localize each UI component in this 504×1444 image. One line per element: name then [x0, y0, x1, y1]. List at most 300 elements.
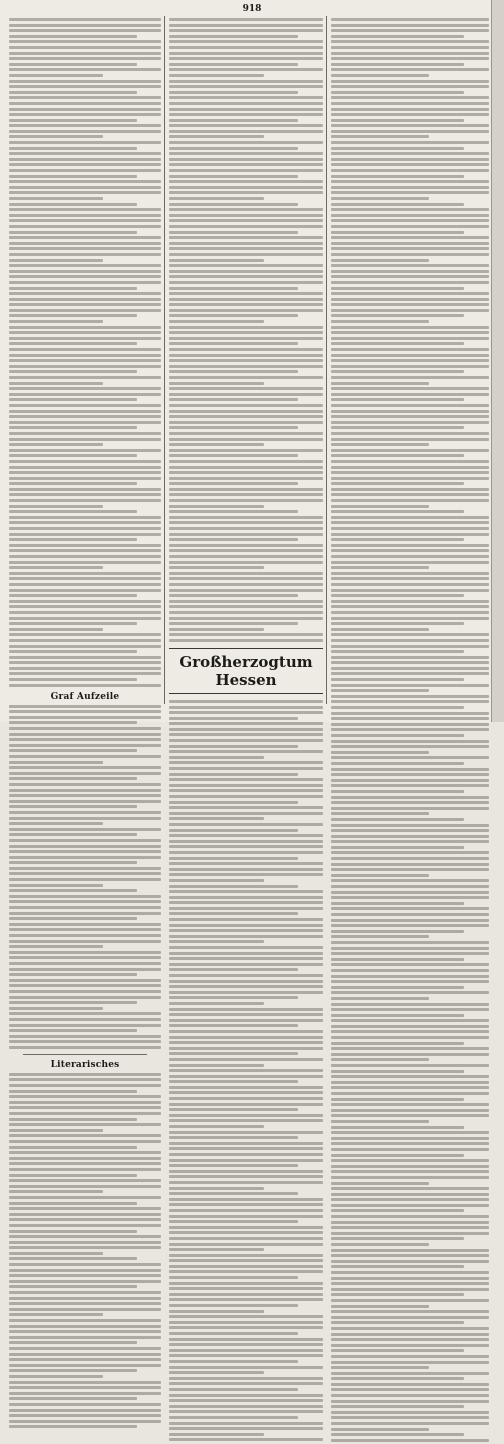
- text-line-placeholder: [331, 919, 489, 922]
- text-line-placeholder: [331, 902, 464, 905]
- text-line-placeholder: [9, 1280, 161, 1283]
- text-line-placeholder: [169, 410, 323, 413]
- text-line-placeholder: [9, 622, 137, 625]
- text-line-placeholder: [9, 761, 103, 764]
- text-line-placeholder: [9, 1392, 161, 1395]
- text-line-placeholder: [331, 163, 489, 166]
- text-line-placeholder: [9, 264, 161, 267]
- text-line-placeholder: [169, 270, 323, 273]
- text-line-placeholder: [169, 1086, 323, 1089]
- text-line-placeholder: [331, 331, 489, 334]
- text-line-placeholder: [9, 292, 161, 295]
- text-line-placeholder: [9, 1230, 137, 1233]
- text-line-placeholder: [331, 840, 489, 843]
- text-line-placeholder: [331, 113, 489, 116]
- text-line-placeholder: [9, 1174, 137, 1177]
- text-line-placeholder: [9, 900, 161, 903]
- text-line-placeholder: [331, 18, 489, 21]
- text-line-placeholder: [9, 856, 161, 859]
- text-line-placeholder: [169, 577, 323, 580]
- text-line-placeholder: [331, 1260, 489, 1263]
- text-line-placeholder: [9, 516, 161, 519]
- text-line-placeholder: [169, 387, 323, 390]
- text-line-placeholder: [169, 102, 323, 105]
- text-line-placeholder: [169, 566, 264, 569]
- text-line-placeholder: [169, 35, 298, 38]
- text-line-placeholder: [169, 1097, 323, 1100]
- text-line-placeholder: [9, 594, 137, 597]
- text-line-placeholder: [331, 376, 489, 379]
- text-line-placeholder: [331, 1103, 489, 1106]
- text-line-placeholder: [9, 443, 103, 446]
- text-line-placeholder: [331, 1254, 489, 1257]
- text-line-placeholder: [169, 471, 323, 474]
- text-line-placeholder: [331, 689, 429, 692]
- text-line-placeholder: [169, 247, 323, 250]
- text-line-placeholder: [169, 1321, 323, 1324]
- text-line-placeholder: [169, 1198, 323, 1201]
- text-line-placeholder: [9, 505, 103, 508]
- text-line-placeholder: [9, 1336, 161, 1339]
- text-line-placeholder: [169, 784, 323, 787]
- text-line-placeholder: [169, 147, 298, 150]
- text-line-placeholder: [331, 784, 489, 787]
- text-line-placeholder: [331, 986, 464, 989]
- text-line-placeholder: [9, 96, 161, 99]
- text-line-placeholder: [331, 1053, 489, 1056]
- text-line-placeholder: [169, 1119, 323, 1122]
- text-line-placeholder: [169, 823, 323, 826]
- text-line-placeholder: [331, 175, 464, 178]
- text-line-placeholder: [331, 108, 489, 111]
- text-line-placeholder: [331, 577, 489, 580]
- text-line-placeholder: [9, 314, 137, 317]
- text-line-placeholder: [331, 68, 489, 71]
- text-line-placeholder: [9, 979, 161, 982]
- column-1: [6, 16, 164, 704]
- text-line-placeholder: [9, 667, 161, 670]
- text-line-placeholder: [9, 533, 161, 536]
- text-line-placeholder: [331, 359, 489, 362]
- text-line-placeholder: [331, 1333, 489, 1336]
- text-line-placeholder: [331, 1277, 489, 1280]
- text-line-placeholder: [9, 705, 161, 708]
- text-line-placeholder: [331, 751, 429, 754]
- text-line-placeholder: [169, 1030, 323, 1033]
- text-line-placeholder: [331, 320, 429, 323]
- text-line-placeholder: [169, 806, 323, 809]
- text-line-placeholder: [169, 711, 323, 714]
- text-line-placeholder: [331, 1159, 489, 1162]
- text-line-placeholder: [331, 583, 489, 586]
- text-line-placeholder: [9, 298, 161, 301]
- text-line-placeholder: [169, 538, 298, 541]
- text-line-placeholder: [331, 426, 464, 429]
- text-line-placeholder: [169, 449, 323, 452]
- text-line-placeholder: [169, 778, 323, 781]
- text-line-placeholder: [169, 175, 298, 178]
- text-line-placeholder: [169, 555, 323, 558]
- text-line-placeholder: [169, 169, 323, 172]
- text-line-placeholder: [9, 1269, 161, 1272]
- text-line-placeholder: [169, 1254, 323, 1257]
- text-line-placeholder: [9, 482, 137, 485]
- text-line-placeholder: [169, 1377, 323, 1380]
- text-line-placeholder: [331, 1243, 429, 1246]
- text-line-placeholder: [169, 208, 323, 211]
- text-line-placeholder: [169, 499, 323, 502]
- divider: [23, 1054, 147, 1055]
- text-line-placeholder: [169, 722, 323, 725]
- text-line-placeholder: [9, 1073, 161, 1076]
- text-line-placeholder: [9, 1218, 161, 1221]
- text-line-placeholder: [9, 672, 161, 675]
- text-line-placeholder: [169, 862, 323, 865]
- text-line-placeholder: [9, 1375, 103, 1378]
- text-line-placeholder: [9, 432, 161, 435]
- text-line-placeholder: [331, 387, 489, 390]
- text-line-placeholder: [9, 639, 161, 642]
- text-line-placeholder: [169, 493, 323, 496]
- text-line-placeholder: [331, 231, 464, 234]
- text-line-placeholder: [9, 466, 161, 469]
- text-line-placeholder: [331, 191, 489, 194]
- text-line-placeholder: [9, 1140, 161, 1143]
- text-line-placeholder: [169, 633, 323, 636]
- text-line-placeholder: [9, 1185, 161, 1188]
- text-line-placeholder: [9, 102, 161, 105]
- text-line-placeholder: [9, 755, 161, 758]
- text-line-placeholder: [331, 63, 464, 66]
- text-line-placeholder: [9, 1341, 137, 1344]
- text-line-placeholder: [331, 728, 489, 731]
- text-line-placeholder: [9, 645, 161, 648]
- text-line-placeholder: [169, 700, 323, 703]
- text-line-placeholder: [9, 29, 161, 32]
- text-line-placeholder: [331, 1030, 489, 1033]
- text-line-placeholder: [169, 717, 298, 720]
- text-line-placeholder: [9, 656, 161, 659]
- text-line-placeholder: [169, 1002, 264, 1005]
- text-line-placeholder: [9, 811, 161, 814]
- text-line-placeholder: [9, 1420, 161, 1423]
- text-line-placeholder: [169, 393, 323, 396]
- text-line-placeholder: [169, 337, 323, 340]
- text-line-placeholder: [169, 292, 323, 295]
- text-line-placeholder: [331, 1416, 489, 1419]
- text-line-placeholder: [331, 678, 464, 681]
- text-line-placeholder: [169, 1075, 323, 1078]
- text-line-placeholder: [9, 410, 161, 413]
- text-line-placeholder: [331, 292, 489, 295]
- text-line-placeholder: [169, 840, 323, 843]
- text-line-placeholder: [169, 1080, 298, 1083]
- text-line-placeholder: [169, 639, 323, 642]
- text-line-placeholder: [169, 197, 264, 200]
- text-line-placeholder: [9, 1162, 161, 1165]
- text-line-placeholder: [331, 521, 489, 524]
- text-line-placeholder: [331, 885, 489, 888]
- text-line-placeholder: [9, 438, 161, 441]
- text-line-placeholder: [331, 1394, 489, 1397]
- column-rule: [164, 16, 165, 704]
- text-line-placeholder: [331, 723, 489, 726]
- text-line-placeholder: [331, 756, 489, 759]
- text-line-placeholder: [169, 1036, 323, 1039]
- column-3: [328, 16, 492, 704]
- text-line-placeholder: [169, 281, 323, 284]
- text-line-placeholder: [331, 52, 489, 55]
- text-line-placeholder: [169, 1270, 323, 1273]
- text-line-placeholder: [9, 1263, 161, 1266]
- text-line-placeholder: [331, 253, 489, 256]
- text-block: [331, 18, 489, 1444]
- text-line-placeholder: [9, 1353, 161, 1356]
- text-line-placeholder: [331, 203, 464, 206]
- text-line-placeholder: [9, 878, 161, 881]
- text-line-placeholder: [331, 40, 489, 43]
- text-line-placeholder: [9, 208, 161, 211]
- text-line-placeholder: [169, 789, 323, 792]
- text-line-placeholder: [331, 572, 489, 575]
- text-line-placeholder: [169, 242, 323, 245]
- text-line-placeholder: [331, 561, 489, 564]
- text-line-placeholder: [331, 969, 489, 972]
- text-line-placeholder: [169, 415, 323, 418]
- text-line-placeholder: [331, 1422, 489, 1425]
- text-line-placeholder: [331, 443, 429, 446]
- text-line-placeholder: [9, 940, 161, 943]
- text-line-placeholder: [169, 963, 323, 966]
- text-line-placeholder: [169, 365, 323, 368]
- text-line-placeholder: [9, 628, 103, 631]
- text-line-placeholder: [169, 180, 323, 183]
- text-line-placeholder: [331, 1209, 464, 1212]
- text-line-placeholder: [331, 1025, 489, 1028]
- text-line-placeholder: [331, 650, 464, 653]
- text-line-placeholder: [9, 684, 161, 687]
- text-line-placeholder: [169, 756, 264, 759]
- text-line-placeholder: [9, 1207, 161, 1210]
- text-line-placeholder: [9, 376, 161, 379]
- text-line-placeholder: [331, 370, 464, 373]
- text-line-placeholder: [169, 739, 323, 742]
- text-line-placeholder: [331, 499, 489, 502]
- text-line-placeholder: [331, 947, 489, 950]
- text-line-placeholder: [169, 1371, 264, 1374]
- text-line-placeholder: [9, 1308, 161, 1311]
- text-line-placeholder: [331, 1081, 489, 1084]
- text-line-placeholder: [169, 68, 323, 71]
- text-line-placeholder: [169, 1125, 264, 1128]
- text-line-placeholder: [9, 141, 161, 144]
- text-line-placeholder: [169, 918, 323, 921]
- text-line-placeholder: [331, 717, 489, 720]
- text-line-placeholder: [169, 1298, 323, 1301]
- text-line-placeholder: [169, 354, 323, 357]
- text-line-placeholder: [9, 817, 161, 820]
- text-line-placeholder: [169, 130, 323, 133]
- text-line-placeholder: [331, 57, 489, 60]
- text-line-placeholder: [169, 879, 264, 882]
- text-line-placeholder: [169, 1354, 323, 1357]
- text-line-placeholder: [169, 1293, 323, 1296]
- text-line-placeholder: [169, 622, 298, 625]
- text-line-placeholder: [9, 398, 137, 401]
- text-line-placeholder: [9, 454, 137, 457]
- text-line-placeholder: [331, 1008, 489, 1011]
- text-line-placeholder: [9, 1330, 161, 1333]
- text-line-placeholder: [331, 1215, 489, 1218]
- text-line-placeholder: [169, 18, 323, 21]
- text-line-placeholder: [9, 63, 137, 66]
- text-line-placeholder: [331, 1165, 489, 1168]
- text-line-placeholder: [169, 1142, 323, 1145]
- text-line-placeholder: [9, 1190, 103, 1193]
- text-line-placeholder: [331, 46, 489, 49]
- section-banner: Großherzogtum Hessen: [169, 648, 323, 694]
- text-line-placeholder: [169, 605, 323, 608]
- text-line-placeholder: [9, 1291, 161, 1294]
- text-line-placeholder: [9, 561, 161, 564]
- text-line-placeholder: [331, 846, 464, 849]
- text-line-placeholder: [331, 566, 429, 569]
- text-line-placeholder: [331, 1249, 489, 1252]
- text-line-placeholder: [331, 1344, 489, 1347]
- text-line-placeholder: [9, 471, 161, 474]
- text-line-placeholder: [331, 309, 489, 312]
- text-line-placeholder: [331, 1299, 489, 1302]
- text-line-placeholder: [331, 1405, 464, 1408]
- text-line-placeholder: [9, 1151, 161, 1154]
- text-line-placeholder: [331, 617, 489, 620]
- text-line-placeholder: [169, 74, 264, 77]
- text-line-placeholder: [9, 191, 161, 194]
- text-line-placeholder: [9, 794, 161, 797]
- text-line-placeholder: [9, 197, 103, 200]
- text-line-placeholder: [331, 488, 489, 491]
- text-line-placeholder: [331, 874, 429, 877]
- text-line-placeholder: [9, 934, 161, 937]
- text-line-placeholder: [331, 186, 489, 189]
- text-line-placeholder: [169, 1136, 298, 1139]
- text-line-placeholder: [169, 1187, 264, 1190]
- text-line-placeholder: [9, 1035, 161, 1038]
- text-line-placeholder: [169, 901, 323, 904]
- text-line-placeholder: [9, 917, 137, 920]
- text-line-placeholder: [169, 946, 323, 949]
- text-line-placeholder: [169, 1019, 323, 1022]
- text-line-placeholder: [9, 968, 161, 971]
- text-block: [9, 705, 161, 1049]
- text-line-placeholder: [331, 656, 489, 659]
- text-line-placeholder: [9, 611, 161, 614]
- text-line-placeholder: [331, 1019, 489, 1022]
- text-line-placeholder: [331, 152, 489, 155]
- text-line-placeholder: [169, 940, 264, 943]
- text-line-placeholder: [9, 163, 161, 166]
- text-line-placeholder: [169, 303, 323, 306]
- text-line-placeholder: [9, 583, 161, 586]
- text-line-placeholder: [169, 1209, 323, 1212]
- text-line-placeholder: [331, 247, 489, 250]
- text-line-placeholder: [9, 710, 161, 713]
- text-line-placeholder: [331, 734, 464, 737]
- text-line-placeholder: [331, 342, 464, 345]
- text-line-placeholder: [9, 951, 161, 954]
- text-line-placeholder: [169, 113, 323, 116]
- text-line-placeholder: [9, 359, 161, 362]
- text-line-placeholder: [169, 845, 323, 848]
- text-line-placeholder: [9, 833, 137, 836]
- text-line-placeholder: [331, 236, 489, 239]
- text-line-placeholder: [169, 1114, 323, 1117]
- text-line-placeholder: [169, 935, 323, 938]
- text-line-placeholder: [9, 727, 161, 730]
- text-line-placeholder: [9, 354, 161, 357]
- text-line-placeholder: [331, 354, 489, 357]
- text-line-placeholder: [9, 147, 137, 150]
- text-line-placeholder: [9, 912, 161, 915]
- text-line-placeholder: [331, 628, 429, 631]
- text-line-placeholder: [331, 1092, 489, 1095]
- text-line-placeholder: [169, 63, 298, 66]
- text-line-placeholder: [9, 52, 161, 55]
- text-line-placeholder: [169, 1203, 323, 1206]
- text-line-placeholder: [169, 1315, 323, 1318]
- text-line-placeholder: [9, 247, 161, 250]
- text-line-placeholder: [9, 236, 161, 239]
- text-line-placeholder: [9, 772, 161, 775]
- text-line-placeholder: [331, 460, 489, 463]
- text-line-placeholder: [331, 454, 464, 457]
- text-line-placeholder: [9, 242, 161, 245]
- text-line-placeholder: [9, 889, 137, 892]
- text-line-placeholder: [331, 466, 489, 469]
- text-line-placeholder: [9, 1252, 103, 1255]
- text-line-placeholder: [9, 24, 161, 27]
- text-line-placeholder: [331, 672, 489, 675]
- text-line-placeholder: [9, 303, 161, 306]
- text-line-placeholder: [169, 52, 323, 55]
- text-line-placeholder: [331, 287, 464, 290]
- text-line-placeholder: [9, 415, 161, 418]
- text-line-placeholder: [9, 895, 161, 898]
- text-line-placeholder: [9, 1325, 161, 1328]
- text-line-placeholder: [331, 857, 489, 860]
- text-line-placeholder: [9, 119, 137, 122]
- text-line-placeholder: [331, 102, 489, 105]
- text-line-placeholder: [331, 891, 489, 894]
- text-line-placeholder: [331, 1070, 464, 1073]
- text-line-placeholder: [169, 91, 298, 94]
- text-line-placeholder: [331, 438, 489, 441]
- text-line-placeholder: [331, 1327, 489, 1330]
- text-line-placeholder: [331, 303, 489, 306]
- text-line-placeholder: [9, 225, 161, 228]
- text-line-placeholder: [169, 80, 323, 83]
- text-line-placeholder: [9, 1213, 161, 1216]
- text-line-placeholder: [331, 1282, 489, 1285]
- text-line-placeholder: [9, 68, 161, 71]
- text-line-placeholder: [331, 365, 489, 368]
- text-line-placeholder: [331, 135, 429, 138]
- text-line-placeholder: [169, 857, 298, 860]
- text-line-placeholder: [9, 521, 161, 524]
- text-line-placeholder: [169, 398, 298, 401]
- text-line-placeholder: [331, 695, 489, 698]
- text-line-placeholder: [331, 415, 489, 418]
